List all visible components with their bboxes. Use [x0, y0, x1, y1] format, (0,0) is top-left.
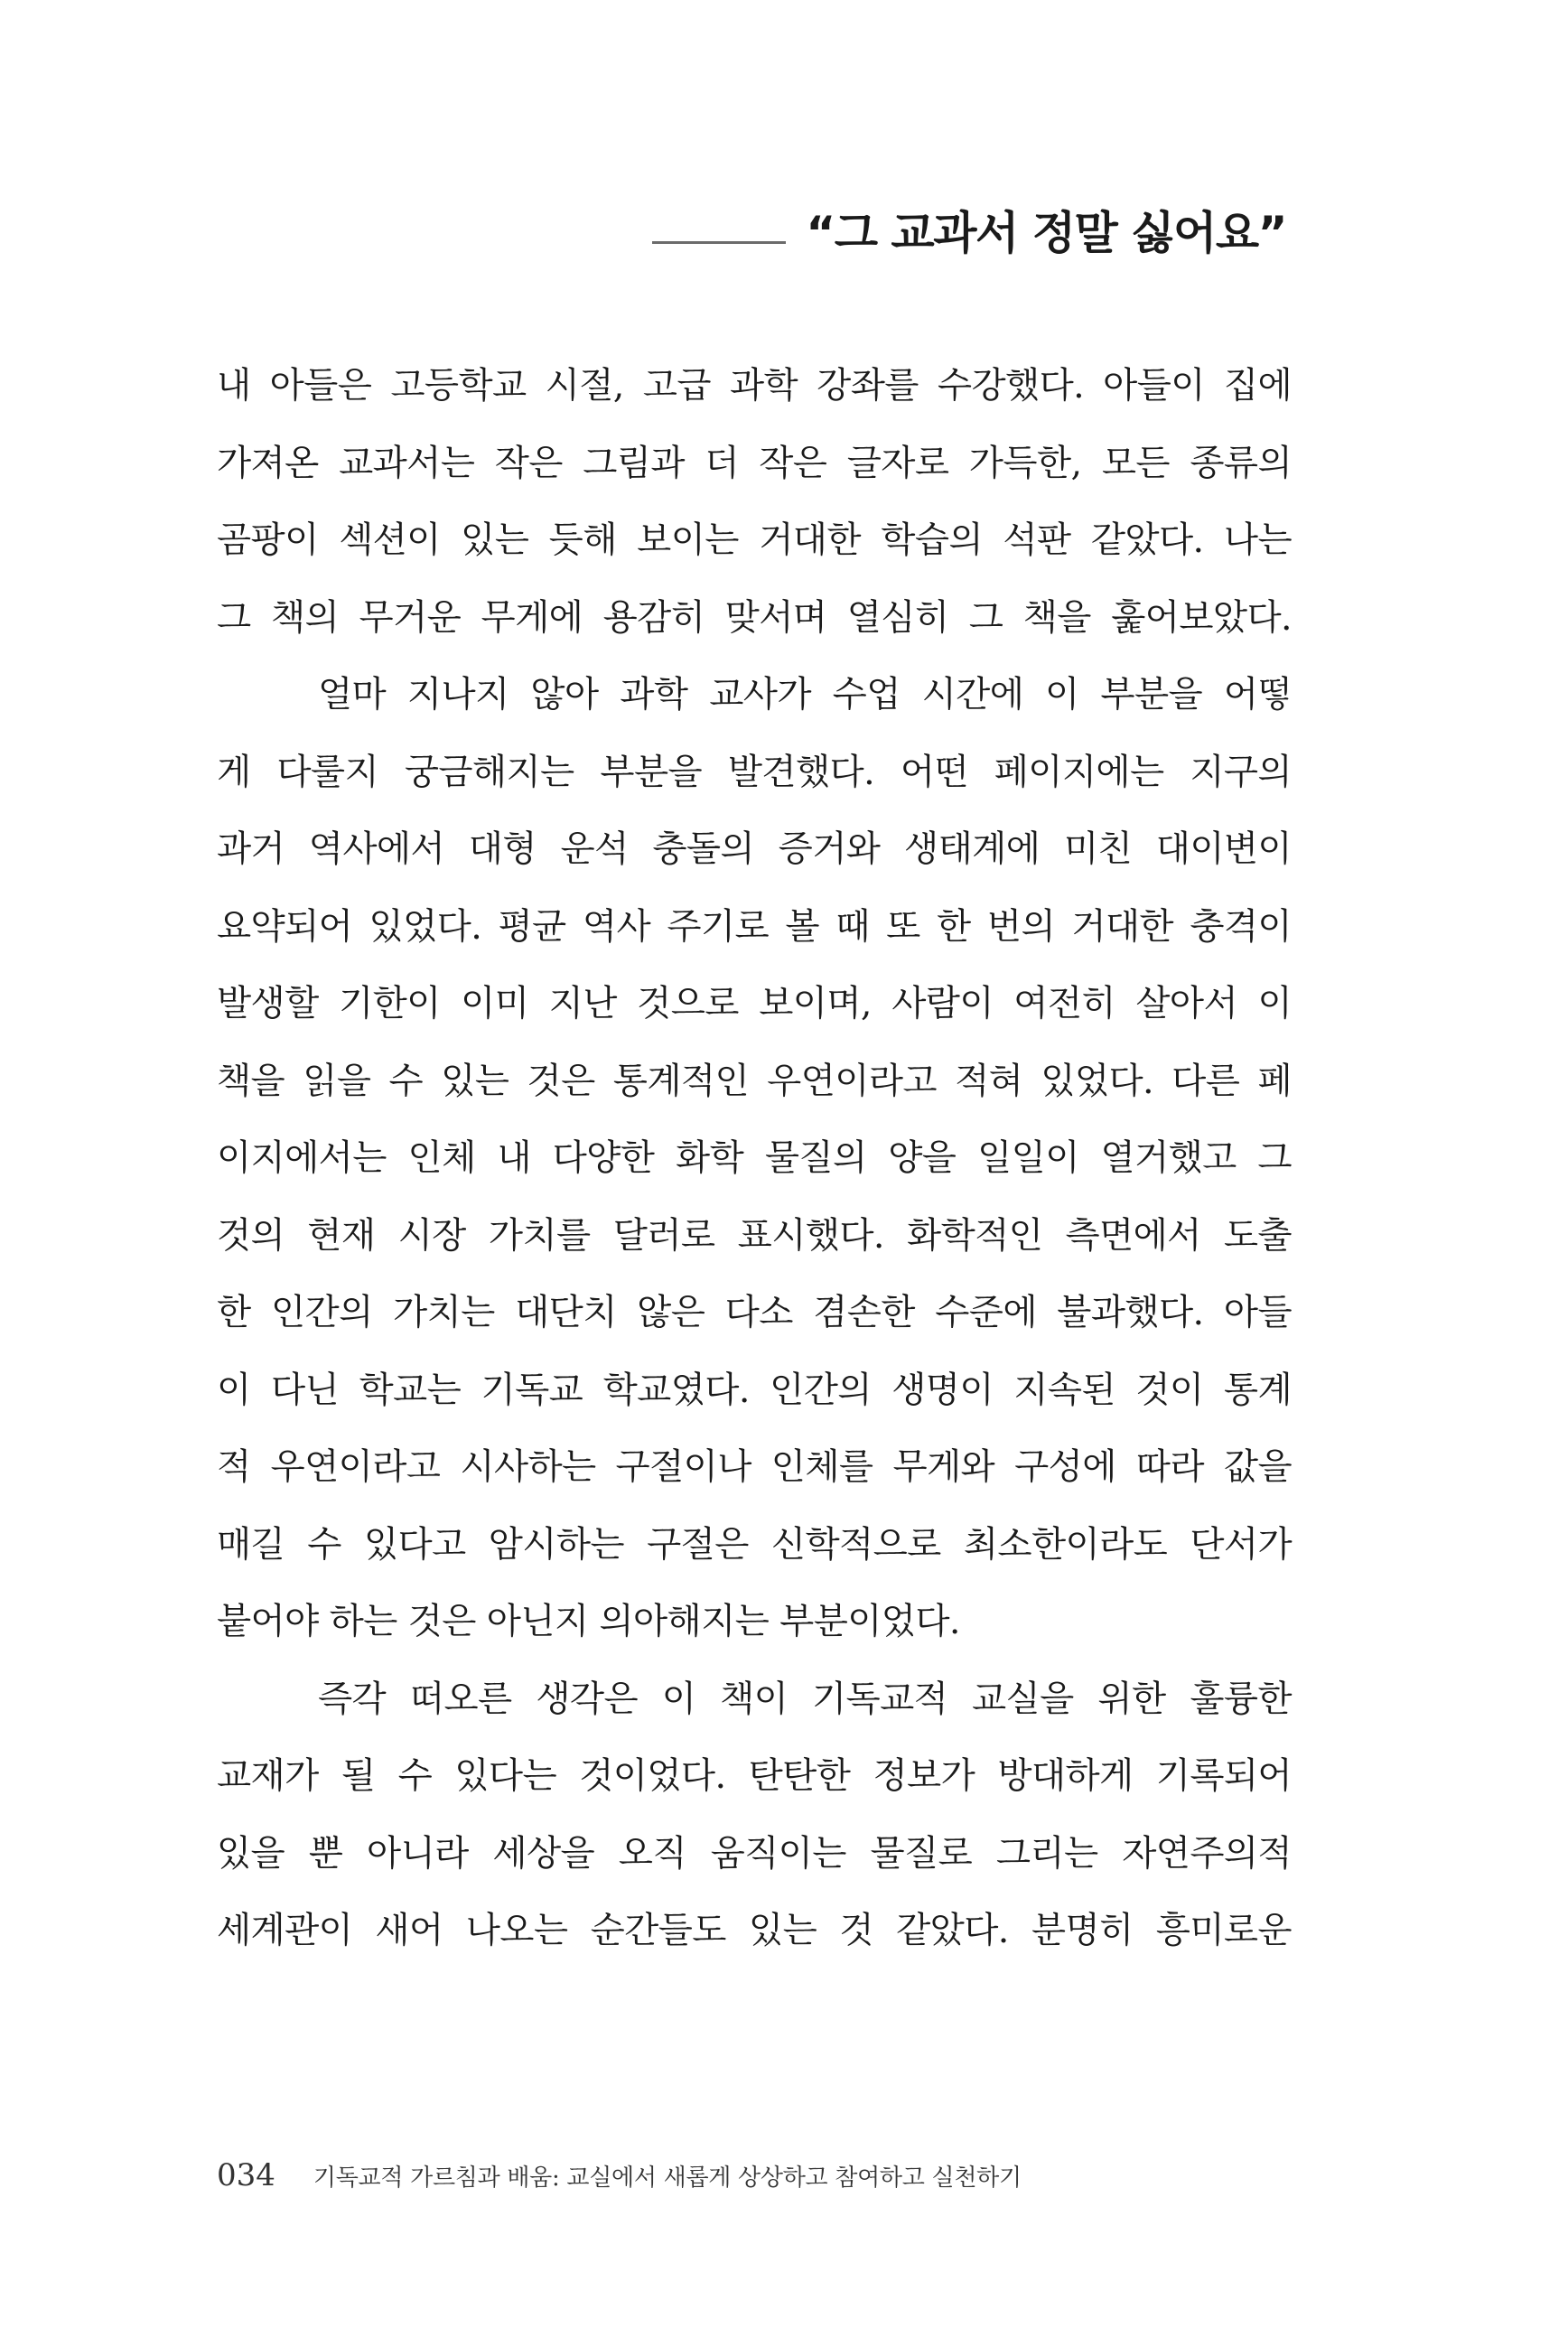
text-line: 이 다닌 학교는 기독교 학교였다. 인간의 생명이 지속된 것이 통계 [217, 1369, 1292, 1411]
text-line: 곰팡이 섹션이 있는 듯해 보이는 거대한 학습의 석판 같았다. 나는 [217, 519, 1292, 561]
text-line: 세계관이 새어 나오는 순간들도 있는 것 같았다. 분명히 흥미로운 [217, 1910, 1292, 1951]
text-line: 한 인간의 가치는 대단치 않은 다소 겸손한 수준에 불과했다. 아들 [217, 1292, 1292, 1333]
text-line: 매길 수 있다고 암시하는 구절은 신학적으로 최소한이라도 단서가 [217, 1523, 1292, 1566]
header-rule [652, 241, 786, 244]
text-line: 발생할 기한이 이미 지난 것으로 보이며, 사람이 여전히 살아서 이 [217, 983, 1292, 1024]
text-line: 요약되어 있었다. 평균 역사 주기로 볼 때 또 한 번의 거대한 충격이 [217, 905, 1292, 948]
text-line: 얼마 지나지 않아 과학 교사가 수업 시간에 이 부분을 어떻 [318, 674, 1292, 715]
chapter-title: “그 교과서 정말 싫어요” [806, 207, 1286, 259]
text-line: 이지에서는 인체 내 다양한 화학 물질의 양을 일일이 열거했고 그 [217, 1137, 1292, 1179]
text-line: 내 아들은 고등학교 시절, 고급 과학 강좌를 수강했다. 아들이 집에 [217, 365, 1292, 407]
text-line: 즉각 떠오른 생각은 이 책이 기독교적 교실을 위한 훌륭한 [318, 1678, 1292, 1720]
text-line: 적 우연이라고 시사하는 구절이나 인체를 무게와 구성에 따라 값을 [217, 1446, 1292, 1488]
text-line: 가져온 교과서는 작은 그림과 더 작은 글자로 가득한, 모든 종류의 [217, 442, 1292, 484]
body-text [217, 348, 1292, 1970]
text-line: 있을 뿐 아니라 세상을 오직 움직이는 물질로 그리는 자연주의적 [217, 1832, 1292, 1875]
page-footer [217, 2157, 1022, 2193]
text-line: 것의 현재 시장 가치를 달러로 표시했다. 화학적인 측면에서 도출 [217, 1214, 1292, 1257]
text-line: 책을 읽을 수 있는 것은 통계적인 우연이라고 적혀 있었다. 다른 페 [217, 1060, 1292, 1102]
text-line: 과거 역사에서 대형 운석 충돌의 증거와 생태계에 미친 대이변이 [217, 828, 1292, 870]
text-line: 게 다룰지 궁금해지는 부분을 발견했다. 어떤 페이지에는 지구의 [217, 751, 1292, 793]
book-title: 기독교적 가르침과 배움: 교실에서 새롭게 상상하고 참여하고 실천하기 [313, 2165, 1022, 2192]
text-line: 교재가 될 수 있다는 것이었다. 탄탄한 정보가 방대하게 기록되어 [217, 1755, 1292, 1797]
text-line: 그 책의 무거운 무게에 용감히 맞서며 열심히 그 책을 훑어보았다. [217, 596, 1292, 639]
running-header [652, 197, 1286, 262]
text-line: 붙어야 하는 것은 아닌지 의아해지는 부분이었다. [217, 1601, 960, 1642]
page-number: 034 [217, 2157, 275, 2193]
